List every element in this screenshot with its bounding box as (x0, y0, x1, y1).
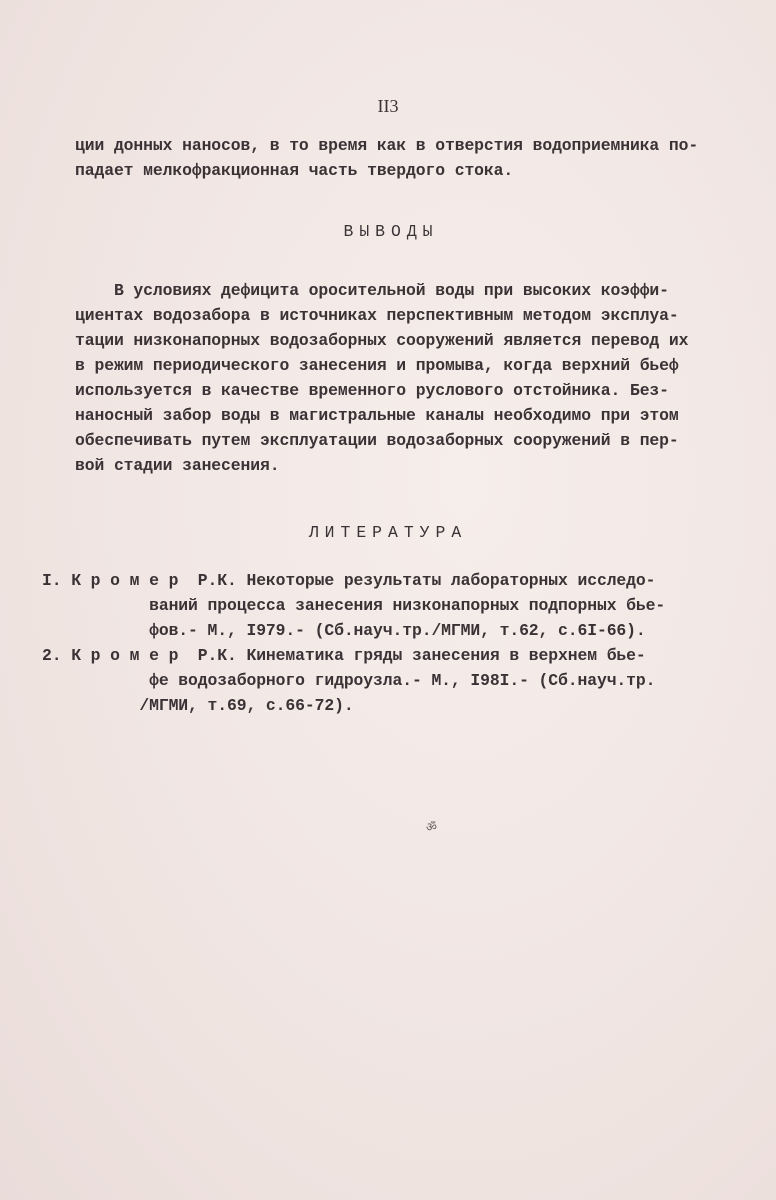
end-mark: ॐ (426, 821, 437, 835)
body-line: обеспечивать путем эксплуатации водозаборных сооружений в пер- (75, 431, 679, 450)
body-line: ции донных наносов, в то время как в отверстия водоприемника по- (75, 136, 699, 155)
reference-line: /МГМИ, т.69, с.66-72). (42, 696, 354, 715)
reference-line: 2. К р о м е р Р.К. Кинематика гряды занесения в верхнем бье- (42, 646, 646, 665)
body-line: В условиях дефицита оросительной воды при высоких коэффи- (75, 281, 669, 300)
body-line: циентах водозабора в источниках перспективным методом эксплуа- (75, 306, 679, 325)
page-number: II3 (377, 96, 399, 116)
conclusions-heading: ВЫВОДЫ (343, 222, 439, 241)
body-line: тации низконапорных водозаборных сооружений является перевод их (75, 331, 689, 350)
reference-line: I. К р о м е р Р.К. Некоторые результаты лабораторных исследо- (42, 571, 656, 590)
body-line: в режим периодического занесения и промыва, когда верхний бьеф (75, 356, 679, 375)
body-line: наносный забор воды в магистральные каналы необходимо при этом (75, 406, 679, 425)
body-line: используется в качестве временного руслового отстойника. Без- (75, 381, 669, 400)
body-line: падает мелкофракционная часть твердого стока. (75, 161, 514, 180)
body-line: вой стадии занесения. (75, 456, 280, 475)
literature-heading: ЛИТЕРАТУРА (308, 523, 468, 542)
reference-line: фе водозаборного гидроузла.- М., I98I.- (Сб.науч.тр. (42, 671, 656, 690)
reference-line: ваний процесса занесения низконапорных подпорных бье- (42, 596, 666, 615)
reference-line: фов.- М., I979.- (Сб.науч.тр./МГМИ, т.62, с.6I-66). (42, 621, 646, 640)
